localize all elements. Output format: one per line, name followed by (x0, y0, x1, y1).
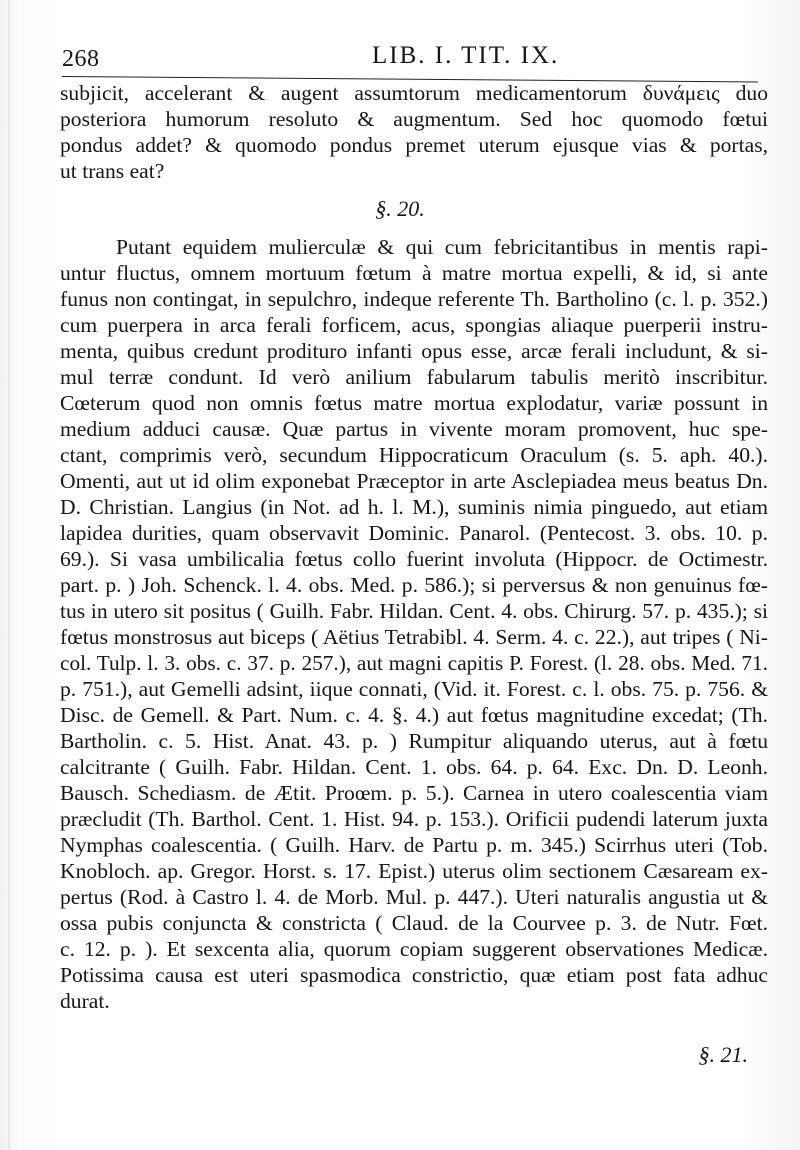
page-fold-shadow (8, 0, 10, 1150)
top-paragraph (60, 80, 768, 184)
text-line: pertus (Rod. à Castro l. 4. de Morb. Mul. p. 447.). Uteri naturalis angustia ut & (60, 885, 768, 909)
text-line: funus non contingat, in sepulchro, indeque referente Th. Bartholino (c. l. p. 352.) (60, 287, 768, 311)
text-line: calcitrante ( Guilh. Fabr. Hildan. Cent. 1. obs. 64. p. 64. Exc. Dn. D. Leonh. (60, 755, 768, 779)
text-line: Nymphas coalescentia. ( Guilh. Harv. de Partu p. m. 345.) Scirrhus uteri (Tob. (60, 833, 768, 857)
text-line: tus in utero sit positus ( Guilh. Fabr. Hildan. Cent. 4. obs. Chirurg. 57. p. 435.); si (60, 599, 768, 623)
text-line: Bausch. Schediasm. de Ætit. Proœm. p. 5.). Carnea in utero coalescentia viam (60, 781, 768, 805)
text-line: part. p. ) Joh. Schenck. l. 4. obs. Med. p. 586.); si perversus & non genuinus fœ- (60, 573, 768, 597)
text-line: Omenti, aut ut id olim exponebat Præceptor in arte Asclepiadea meus beatus Dn. (60, 469, 768, 493)
text-line: Potissima causa est uteri spasmodica constrictio, quæ etiam post fata adhuc (60, 963, 768, 987)
text-line: ut trans eat? (60, 159, 165, 183)
catchword: §. 21. (698, 1042, 748, 1067)
text-line: 69.). Si vasa umbilicalia fœtus collo fuerint involuta (Hippocr. de Octimestr. (60, 547, 768, 571)
text-line: menta, quibus credunt prodituro infanti opus esse, arcæ ferali includunt, & si- (60, 339, 768, 363)
text-line: posteriora humorum resoluto & augmentum. Sed hoc quomodo fœtui (60, 107, 768, 131)
text-line: ctant, comprimis verò, secundum Hippocraticum Oraculum (s. 5. aph. 40.). (60, 443, 768, 467)
text-line: medium adduci causæ. Quæ partus in vivente moram promovent, huc spe- (60, 417, 768, 441)
text-line: cum puerpera in arca ferali forficem, acus, spongias aliaque puerperii instru- (60, 313, 768, 337)
text-line: p. 751.), aut Gemelli adsint, iique connati, (Vid. it. Forest. c. l. obs. 75. p. 756. & (60, 677, 768, 701)
text-line: col. Tulp. l. 3. obs. c. 37. p. 257.), aut magni capitis P. Forest. (l. 28. obs. Med. 71. (60, 651, 768, 675)
text-line: ossa pubis conjuncta & constricta ( Claud. de la Courvee p. 3. de Nutr. Fœt. (60, 911, 768, 935)
main-paragraph (60, 234, 768, 1014)
text-line: durat. (60, 989, 110, 1013)
text-line: pondus addet? & quomodo pondus premet uterum ejusque vias & portas, (60, 133, 768, 157)
text-line: c. 12. p. ). Et sexcenta alia, quorum copiam suggerent observationes Medicæ. (60, 937, 768, 961)
text-line: Cœterum quod non omnis fœtus matre mortua explodatur, variæ possunt in (60, 391, 768, 415)
text-line: fœtus monstrosus aut biceps ( Aëtius Tetrabibl. 4. Serm. 4. c. 22.), aut tripes ( Ni- (60, 625, 768, 649)
page-number: 268 (62, 46, 100, 72)
text-line: untur fluctus, omnem mortuum fœtum à matre mortua expelli, & id, si ante (60, 261, 768, 285)
text-line: Disc. de Gemell. & Part. Num. c. 4. §. 4.) aut fœtus magnitudine excedat; (Th. (60, 703, 768, 727)
page-header (62, 40, 762, 76)
text-line: subjicit, accelerant & augent assumtorum medicamentorum δυνάμεις duo (60, 81, 768, 105)
text-line: D. Christian. Langius (in Not. ad h. l. M.), suminis nimia pinguedo, aut etiam (60, 495, 768, 519)
text-line: mul terræ condunt. Id verò anilium fabularum tabulis meritò inscribitur. (60, 365, 768, 389)
text-line: Knobloch. ap. Gregor. Horst. s. 17. Epist.) uterus olim sectionem Cæsaream ex- (60, 859, 768, 883)
text-line: Bartholin. c. 5. Hist. Anat. 43. p. ) Rumpitur aliquando uterus, aut à fœtu (60, 729, 768, 753)
running-head: LIB. I. TIT. IX. (372, 42, 560, 69)
text-line: præcludit (Th. Barthol. Cent. 1. Hist. 94. p. 153.). Orificii pudendi laterum juxta (60, 807, 768, 831)
section-heading: §. 20. (375, 196, 425, 221)
text-line: lapidea durities, quam observavit Dominic. Panarol. (Pentecost. 3. obs. 10. p. (60, 521, 768, 545)
text-line: Putant equidem mulierculæ & qui cum febricitantibus in mentis rapi- (116, 235, 768, 259)
